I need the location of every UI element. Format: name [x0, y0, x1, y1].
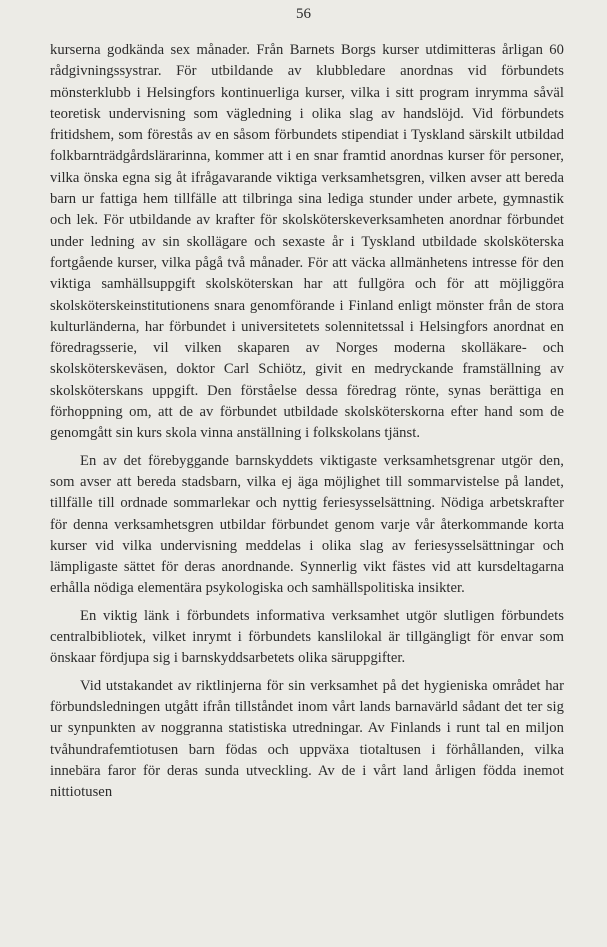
body-text	[50, 40, 564, 809]
page-number: 56	[296, 6, 311, 22]
paragraph-1: kurserna godkända sex månader. Från Barnets Borgs kurser utdimitteras årligan 60 rådgivningssystrar. För utbildande av klubbledare anordnas vid förbundets mönsterklubb i Helsingfors kontinuerliga kurser, vilka i sitt program inrymma såväl teoretisk undervisning som vägledning i olika slag av handslöjd. Vid förbundets fritidshem, som förestås av en såsom förbundets stipendiat i Tyskland särskilt utbildad folkbarnträdgårdslärarinna, kommer att i en snar framtid anordnas kurser för personer, vilka önska egna sig åt ifrågavarande viktiga verksamhetsgren, vilken avser att bereda barn ur fattiga hem tillfälle att tilbringa sina lediga stunder under arbete, gymnastik och lek. För utbildande av krafter för skolsköterskeverksamheten anordnar förbundet under ledning av sin skollägare och sexaste år i Tyskland utbildade skolsköterska fortgående kurser, vilka pågå två månader. För att väcka allmänhetens intresse för den viktiga samhällsuppgift skolsköterskan har att fullgöra och för att möjliggöra skolsköterskeinstitutionens snara genomförande i Finland enligt mönster från de stora kulturländerna, har förbundet i universitetets solennitetssal i Helsingfors anordnat en föredragsserie, vil vilken skaparen av Norges moderna skolläkare- och skolsköterskeväsen, doktor Carl Schiötz, givit en medryckande framställning av skolsköterskans uppgift. Den förståelse dessa föredrag rönte, synas berättiga en förhoppning om, att de av förbundet utbildade skolsköterskorna efter hand som de genomgått sin kurs skola vinna anställning i folkskolans tjänst.	[50, 42, 564, 442]
paragraph-4: Vid utstakandet av riktlinjerna för sin verksamhet på det hygieniska området har förbundsledningen utgått ifrån tillståndet inom vårt lands barnavärld sådant det ter sig ur synpunkten av noggranna statistiska utredningar. Av Finlands i runt tal en miljon tvåhundrafemtiotusen barn födas och uppväxa tiotaltusen i förhållanden, vilka innebära faror för deras sunda utveckling. Av de i vårt land årligen födda inemot nittiotusen	[50, 677, 564, 801]
paragraph-2: En av det förebyggande barnskyddets viktigaste verksamhetsgrenar utgör den, som avser att bereda stadsbarn, vilka ej äga möjlighet till sommarvistelse på landet, tillfälle till ordnade sommarlekar och nyttig feriesysselsättning. Nödiga arbetskrafter för denna verksamhetsgren utbildar förbundet genom varje vår återkommande korta kurser vid vilka undervisning meddelas i olika slag av feriesysselsättningar och lämpligaste sättet för deras anordnande. Synnerlig vikt fästes vid att kursdeltagarna erhålla nödiga elementära psykologiska och samhällspolitiska insikter.	[50, 452, 564, 597]
paragraph-3: En viktig länk i förbundets informativa verksamhet utgör slutligen förbundets centralbibliotek, vilket inrymt i förbundets kanslilokal är tillgängligt för envar som önskaar fördjupa sig i barnskyddsarbetets olika säruppgifter.	[50, 607, 564, 667]
